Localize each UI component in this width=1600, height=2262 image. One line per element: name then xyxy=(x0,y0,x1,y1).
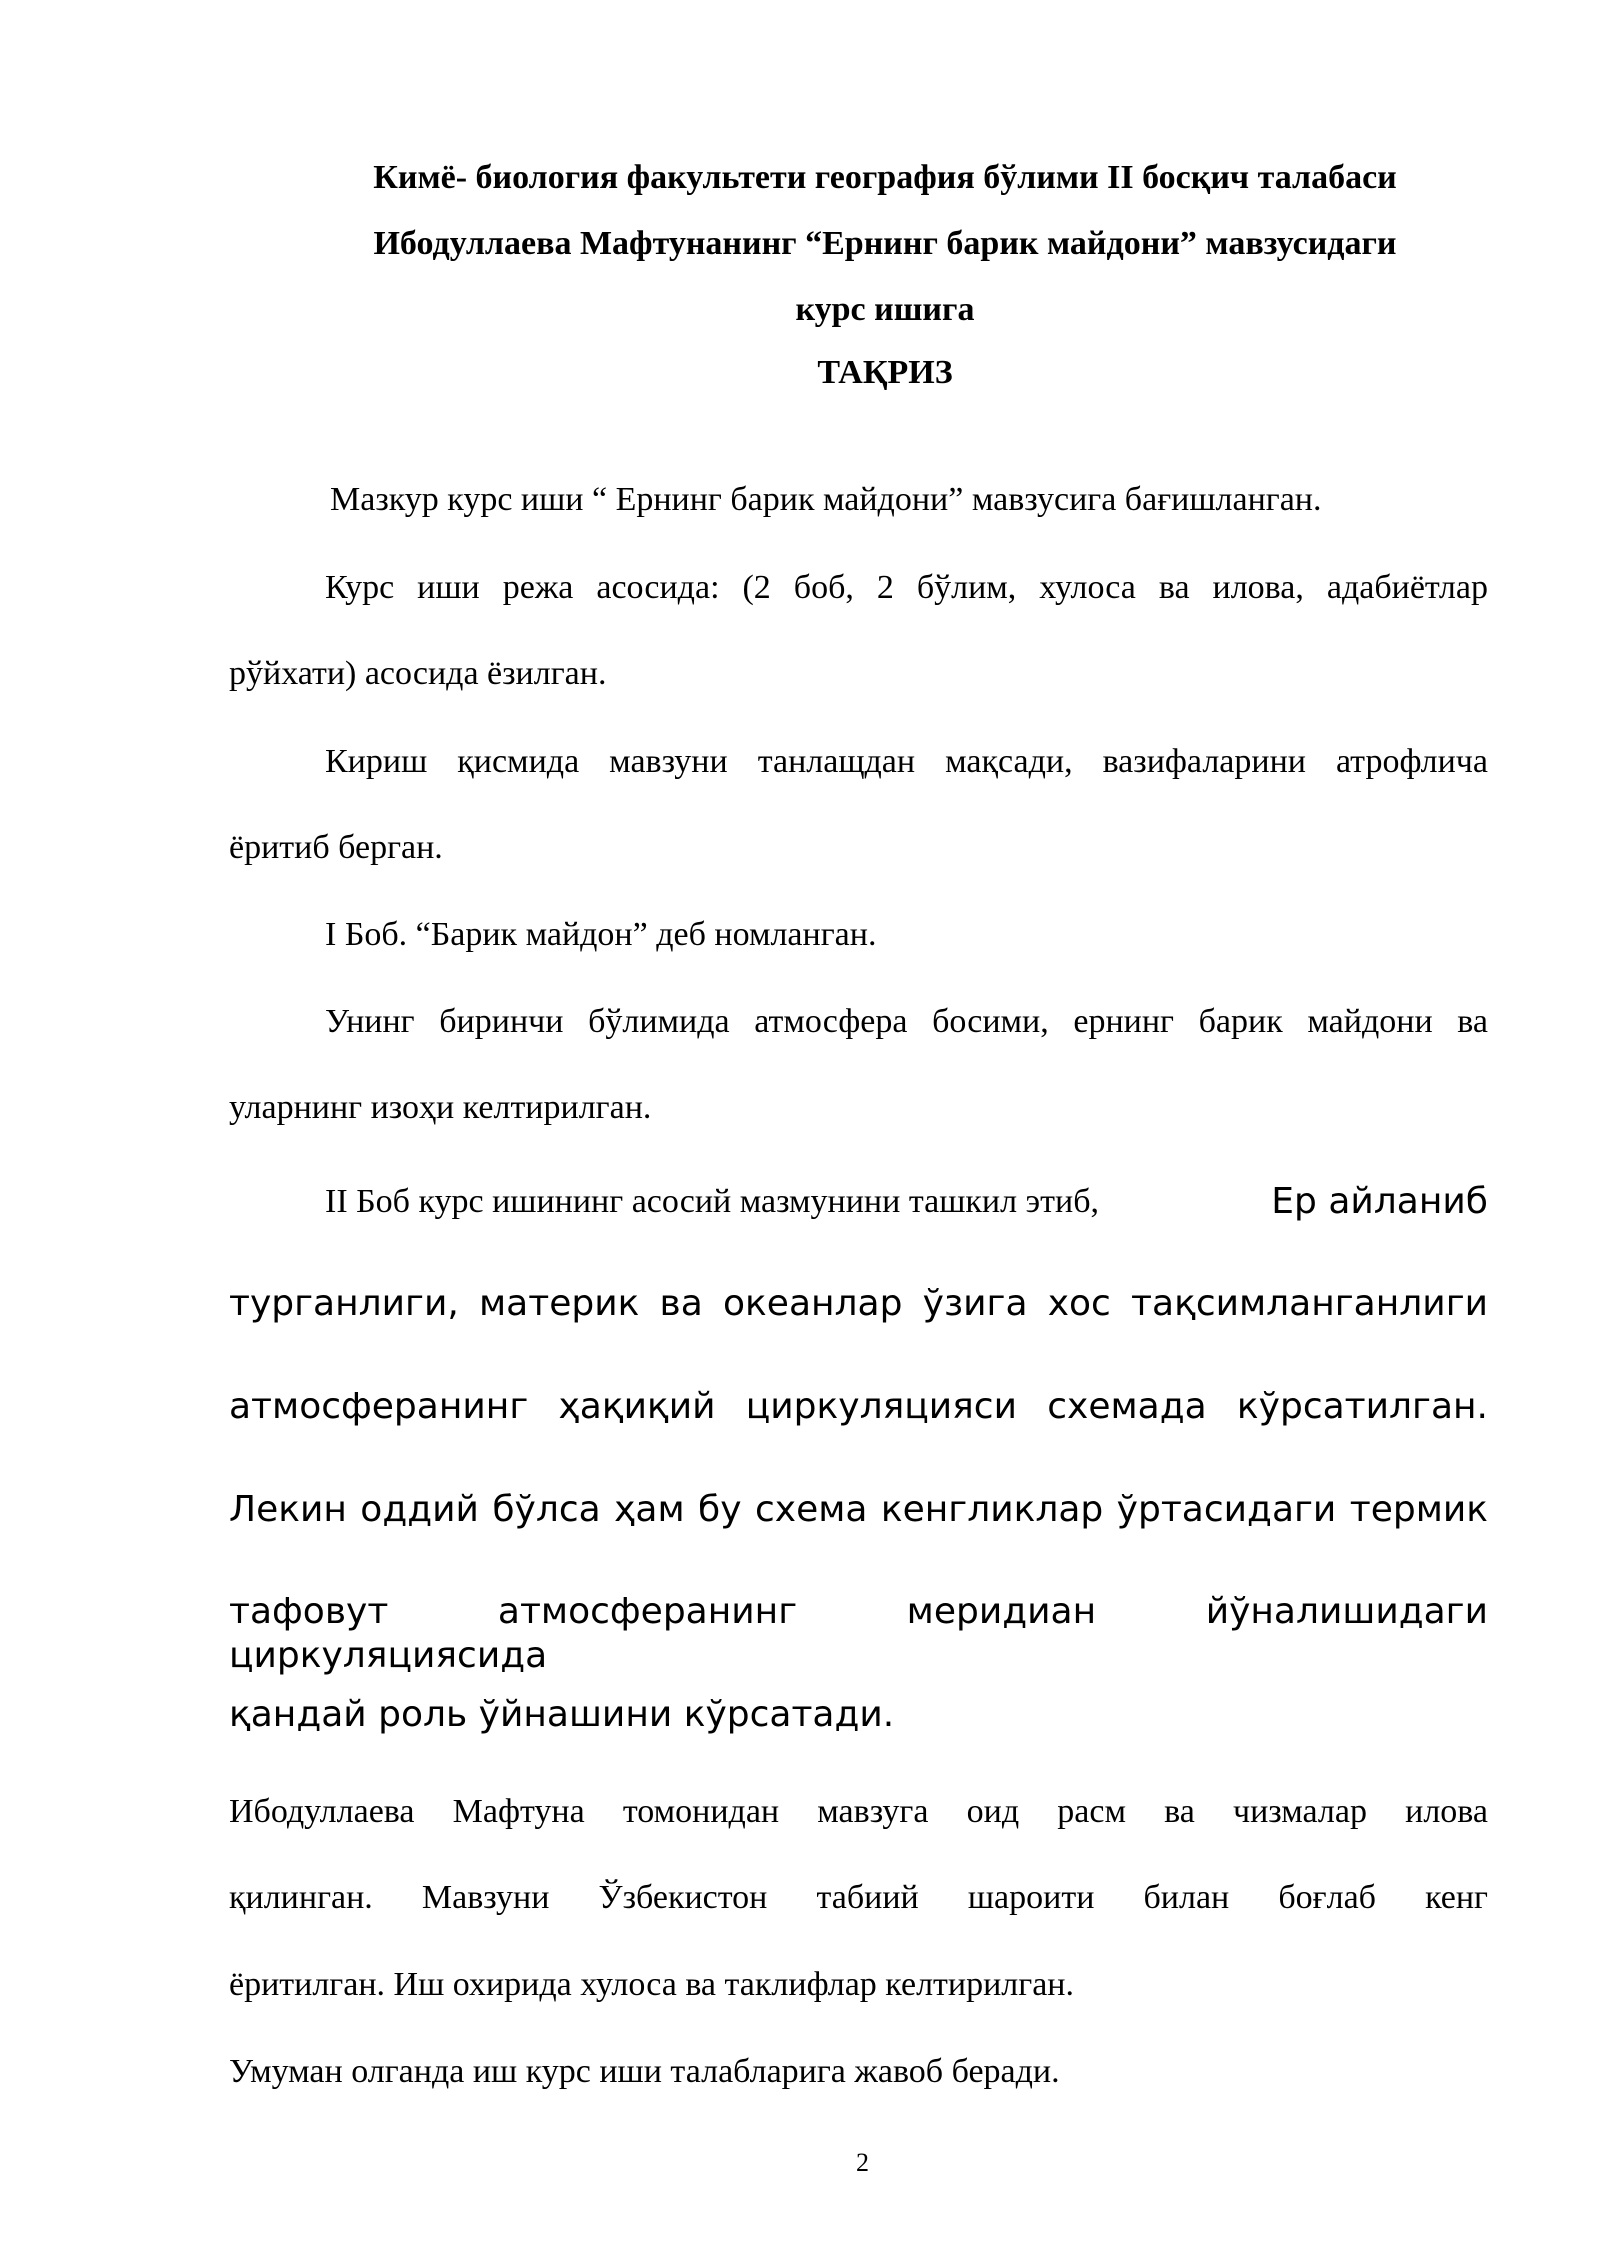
heading-line-1: Кимё- биология факультети география бўлими II босқич талабаси xyxy=(373,159,1397,196)
paragraph-5-line-2: уларнинг изоҳи келтирилган. xyxy=(229,1089,652,1126)
paragraph-6-line-1 xyxy=(325,1180,1488,1224)
paragraph-2-line-2: рўйхати) асосида ёзилган. xyxy=(229,655,607,692)
heading-block xyxy=(230,145,1540,343)
paragraph-6-line-3: атмосферанинг ҳақиқий циркуляцияси схемада кўрсатилган. xyxy=(229,1386,1488,1427)
paragraph-6-line-2: турганлиги, материк ва океанлар ўзига хос тақсимланганлиги xyxy=(229,1283,1488,1324)
paragraph-5-line-1: Унинг биринчи бўлимида атмосфера босими, ернинг барик майдони ва xyxy=(325,1003,1488,1040)
paragraph-6-sans-part: Ер айланиб xyxy=(1271,1181,1488,1222)
paragraph-6-line-6: қандай роль ўйнашини кўрсатади. xyxy=(229,1694,895,1735)
paragraph-6-serif-part: II Боб курс ишининг асосий мазмунини ташкил этиб, xyxy=(325,1183,1099,1220)
paragraph-2-line-1: Курс иши режа асосида: (2 боб, 2 бўлим, хулоса ва илова, адабиётлар xyxy=(325,569,1488,606)
document-title: ТАҚРИЗ xyxy=(817,354,953,391)
paragraph-1: Мазкур курс иши “ Ернинг барик майдони” мавзусига бағишланган. xyxy=(330,481,1322,518)
paragraph-8: Умуман олганда иш курс иши талабларига жавоб беради. xyxy=(229,2053,1060,2090)
paragraph-6-line-4: Лекин оддий бўлса ҳам бу схема кенгликлар ўртасидаги термик xyxy=(229,1489,1488,1530)
paragraph-6-line-5: тафовут атмосферанинг меридиан йўналишидаги циркуляциясида xyxy=(229,1591,1488,1676)
heading-line-2: Ибодуллаева Мафтунанинг “Ернинг барик майдони” мавзусидаги xyxy=(373,225,1397,262)
paragraph-4: I Боб. “Барик майдон” деб номланган. xyxy=(325,916,877,953)
paragraph-7-line-3: ёритилган. Иш охирида хулоса ва таклифлар келтирилган. xyxy=(229,1966,1074,2003)
page-number: 2 xyxy=(856,2148,869,2177)
paragraph-3-line-1: Кириш қисмида мавзуни танлащдан мақсади, вазифаларини атрофлича xyxy=(325,743,1488,780)
paragraph-7-line-1: Ибодуллаева Мафтуна томонидан мавзуга оид расм ва чизмалар илова xyxy=(229,1793,1488,1830)
paragraph-3-line-2: ёритиб берган. xyxy=(229,829,443,866)
paragraph-7-line-2: қилинган. Мавзуни Ўзбекистон табиий шароити билан боғлаб кенг xyxy=(229,1879,1488,1916)
heading-line-3: курс ишига xyxy=(795,291,975,328)
